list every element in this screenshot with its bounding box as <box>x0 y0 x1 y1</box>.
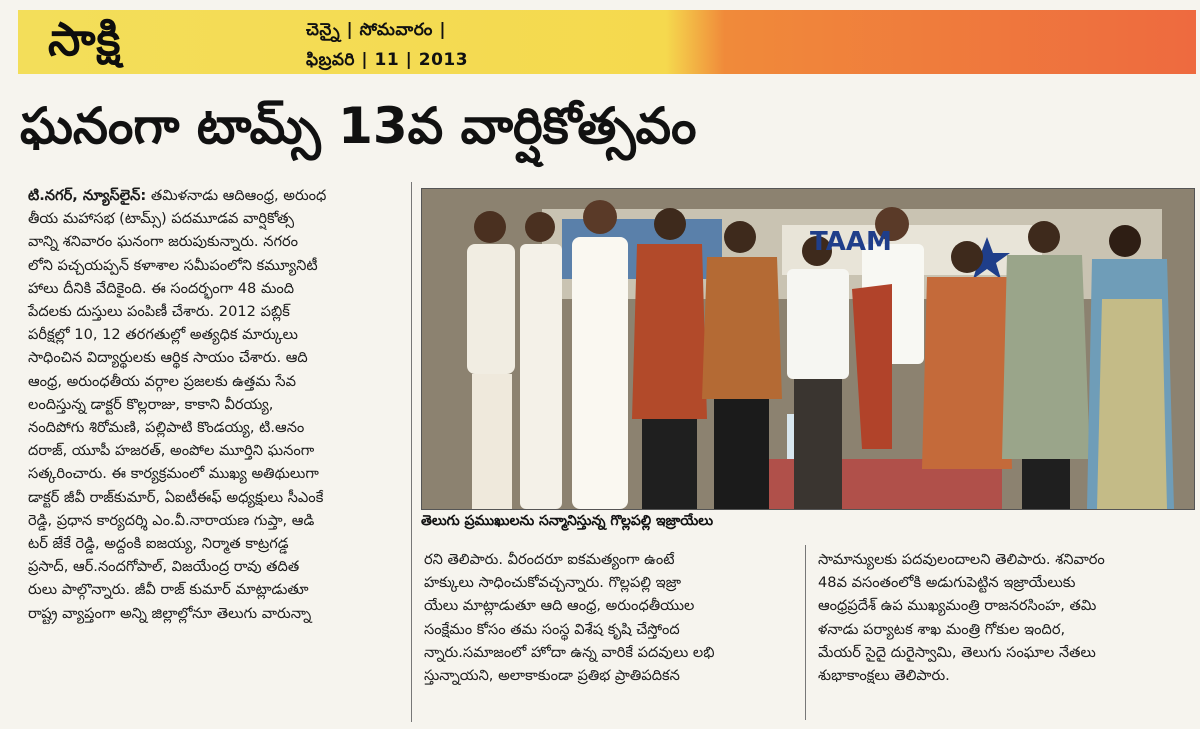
article-line: సాధించిన విద్యార్థులకు ఆర్థిక సాయం చేశారు. ఆది <box>28 349 308 367</box>
article-line: ళనాడు పర్యాటక శాఖ మంత్రి గోకుల ఇందిర, <box>818 620 1066 638</box>
article-line: పరీక్షల్లో 10, 12 తరగతుల్లో అత్యధిక మార్కులు <box>28 326 298 344</box>
article-line: దరాజ్, యూపీ హజరత్, అంపోల మూర్తిని ఘనంగా <box>28 442 315 460</box>
column-rule-left <box>411 182 412 722</box>
article-line: ప్రసాద్, ఆర్.నందగోపాల్, విజయేంద్ర రావు తదిత <box>28 558 300 576</box>
photo-caption: తెలుగు ప్రముఖులను సన్మానిస్తున్న గొల్లపల్లి ఇజ్రాయేలు <box>421 513 714 529</box>
article-line: 48వ వసంతంలోకి అడుగుపెట్టిన ఇజ్రాయేలుకు <box>818 574 1076 592</box>
article-line: డాక్టర్ జీవీ రాజ్‌కుమార్, ఏఐటీఈఫ్ అధ్యక్షులు సీఎంకే <box>28 488 324 506</box>
article-line: ఆంధ్రప్రదేశ్ ఉప ముఖ్యమంత్రి రాజనరసింహ, తమి <box>818 597 1097 615</box>
article-line: హాలు దీనికి వేదికైంది. ఈ సందర్భంగా 48 మంది <box>28 279 295 297</box>
article-column-right <box>818 548 1188 687</box>
article-body-left <box>28 187 398 625</box>
article-line: వాన్ని శనివారం ఘనంగా జరుపుకున్నారు. నగరం <box>28 233 299 251</box>
article-line: యేలు మాట్లాడుతూ ఆది ఆంధ్ర, అరుంధతీయుల <box>424 597 695 615</box>
article-line: తీయ మహాసభ (టామ్స్) పదమూడవ వార్షికోత్స <box>28 210 295 228</box>
article-line: సంక్షేమం కోసం తమ సంస్థ విశేష కృషి చేస్తోంద <box>424 620 680 638</box>
article-line: సామాన్యులకు పదవులందాలని తెలిపారు. శనివారం <box>818 551 1105 568</box>
article-line: రాష్ట్ర వ్యాప్తంగా అన్ని జిల్లాల్లోనూ తెలుగు వారున్నా <box>28 604 312 622</box>
article-line: శుభాకాంక్షలు తెలిపారు. <box>818 667 950 685</box>
article-column-middle <box>424 548 794 687</box>
article-line: రులు పాల్గొన్నారు. జీవీ రాజ్ కుమార్ మాట్లాడుతూ <box>28 581 309 599</box>
event-photo <box>421 188 1195 510</box>
masthead <box>18 10 1196 74</box>
article-line: నందిపోగు శిరోమణి, పల్లిపాటి కొండయ్య, టి.ఆనం <box>28 419 305 437</box>
article-column-left <box>28 184 398 625</box>
newspaper-logo: సాక్షి <box>48 12 122 66</box>
article-line: స్తున్నాయని, అలాకాకుండా ప్రతిభ ప్రాతిపదికన <box>424 667 680 685</box>
article-line: టర్ జేకే రెడ్డి, అద్దంకి ఐజయ్య, నిర్మాత కాట్రగడ్డ <box>28 535 289 553</box>
article-line: రని తెలిపారు. వీరందరూ ఐకమత్యంగా ఉంటే <box>424 551 675 568</box>
article-line: తమిళనాడు ఆదిఆంధ్ర, అరుంధ <box>150 187 327 204</box>
article-line: లందిస్తున్న డాక్టర్ కొల్లరాజు, కాకాని వీరయ్య, <box>28 395 274 413</box>
article-line: ఆంధ్ర, అరుంధతీయ వర్గాల ప్రజలకు ఉత్తమ సేవ <box>28 372 296 390</box>
edition-date: ఫిబ్రవరి | 11 | 2013 <box>306 50 469 70</box>
article-line: హక్కులు సాధించుకోవచ్చన్నారు. గొల్లపల్లి ఇజ్రా <box>424 574 682 592</box>
article-line: సత్కరించారు. ఈ కార్యక్రమంలో ముఖ్య అతిథులుగా <box>28 465 319 483</box>
headline: ఘనంగా టామ్స్ 13వ వార్షికోత్సవం <box>20 97 697 155</box>
article-line: న్నారు.సమాజంలో హోదా ఉన్న వారికే పదవులు లభి <box>424 643 715 661</box>
edition-city-day: చెన్నై | సోమవారం | <box>306 20 447 40</box>
article-line: రెడ్డి, ప్రధాన కార్యదర్శి ఎం.వీ.నారాయణ గుప్తా, ఆడి <box>28 511 315 529</box>
column-rule-right <box>805 545 806 720</box>
article-line: మేయర్ సైదై దురైస్వామి, తెలుగు సంఘాల నేతలు <box>818 643 1096 661</box>
banner-text: TAAM <box>810 227 892 257</box>
dateline: టి.నగర్, న్యూస్‌లైన్: <box>28 187 147 204</box>
article-line: పేదలకు దుస్తులు పంపిణీ చేశారు. 2012 పబ్లిక్ <box>28 303 290 321</box>
article-line: లోని పచ్చయప్పన్ కళాశాల సమీపంలోని కమ్యూనిటీ <box>28 256 318 274</box>
